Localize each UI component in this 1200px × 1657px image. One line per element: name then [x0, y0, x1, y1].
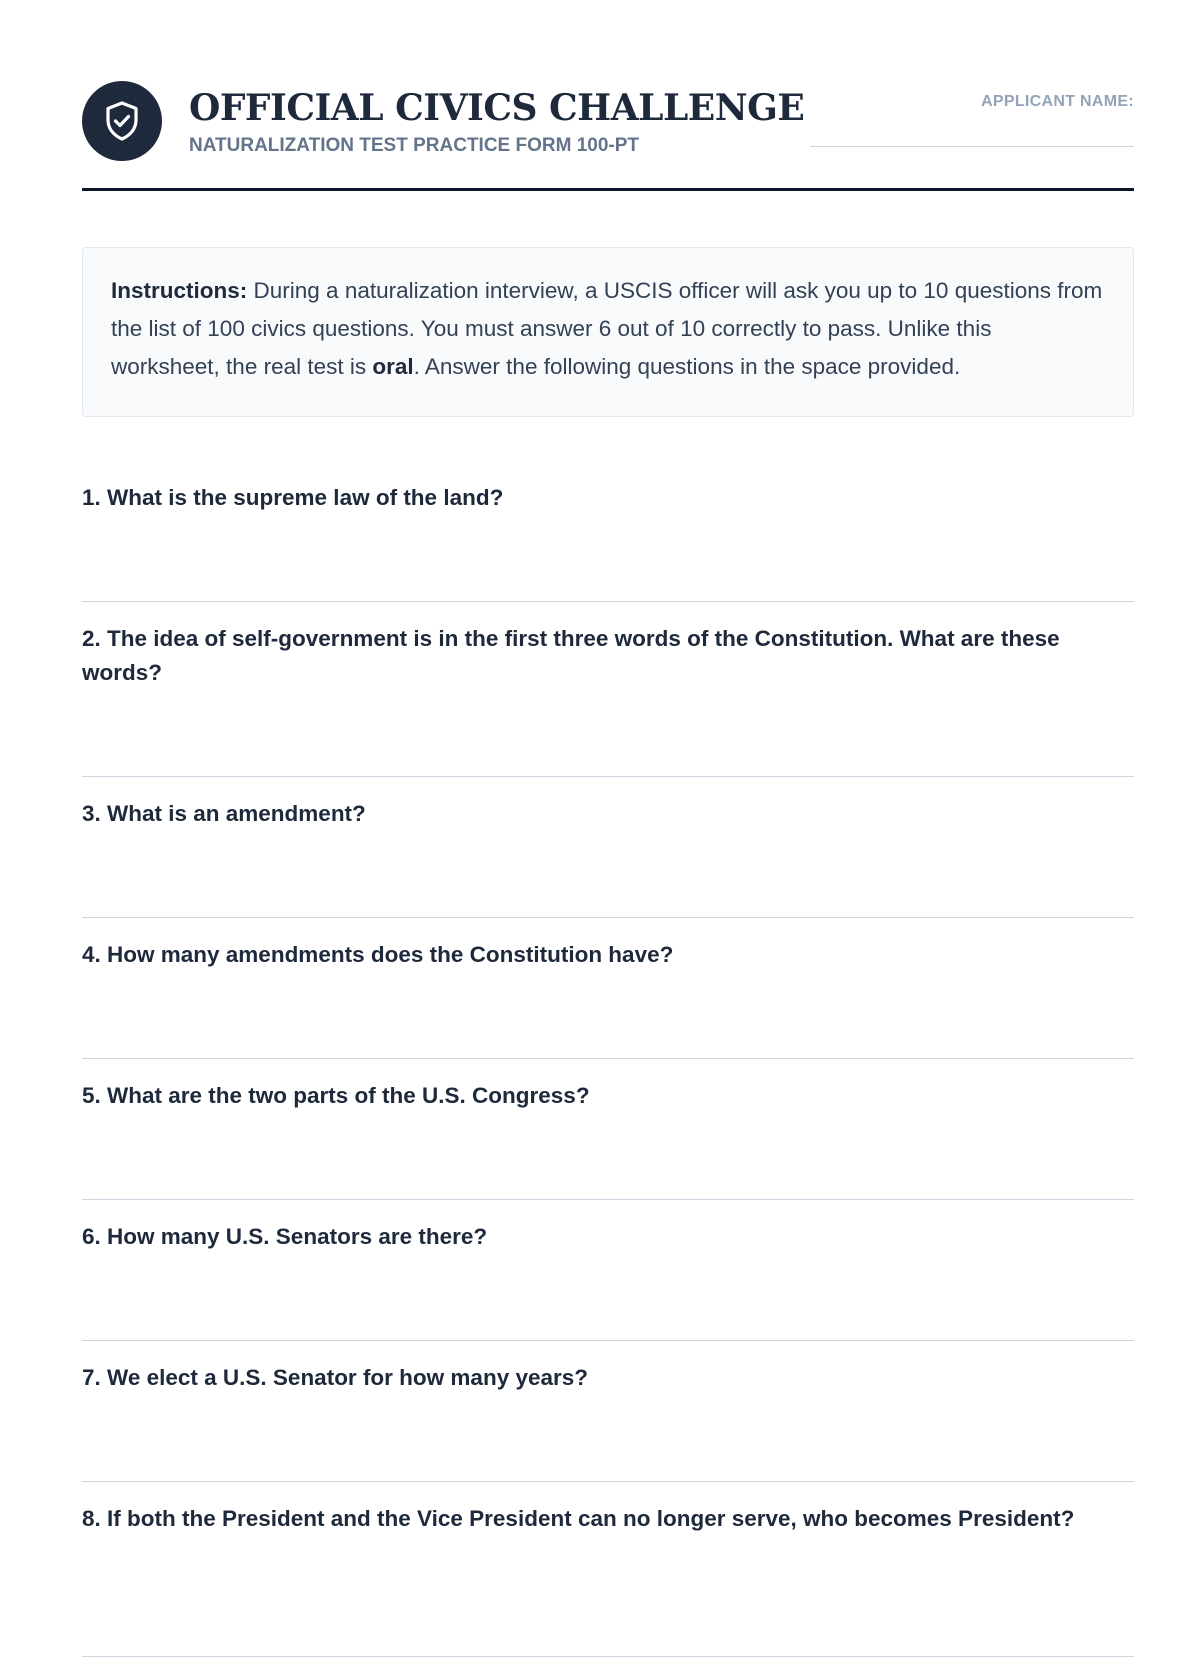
question-text: 8. If both the President and the Vice President can no longer serve, who becomes President? [82, 1506, 1075, 1531]
applicant-name-line[interactable] [810, 146, 1134, 147]
question-item[interactable] [82, 1482, 1134, 1657]
question-text: 4. How many amendments does the Constitution have? [82, 942, 674, 967]
instructions-lead: Instructions: [111, 278, 248, 303]
worksheet-page [82, 0, 1134, 1657]
page-title: OFFICIAL CIVICS CHALLENGE [189, 87, 805, 129]
answer-space[interactable] [82, 515, 1134, 555]
applicant-name-label: APPLICANT NAME: [981, 93, 1134, 110]
question-item[interactable] [82, 461, 1134, 602]
question-text: 2. The idea of self-government is in the first three words of the Constitution. What are these words? [82, 626, 1060, 685]
question-text: 7. We elect a U.S. Senator for how many years? [82, 1365, 589, 1390]
answer-space[interactable] [82, 831, 1134, 871]
question-item[interactable] [82, 1200, 1134, 1341]
question-text: 5. What are the two parts of the U.S. Congress? [82, 1083, 590, 1108]
question-item[interactable] [82, 1059, 1134, 1200]
answer-space[interactable] [82, 1113, 1134, 1153]
answer-space[interactable] [82, 972, 1134, 1012]
instructions-panel [82, 247, 1134, 417]
form-header [82, 0, 1134, 191]
question-item[interactable] [82, 777, 1134, 918]
question-item[interactable] [82, 602, 1134, 777]
answer-space[interactable] [82, 1536, 1134, 1576]
question-item[interactable] [82, 1341, 1134, 1482]
title-block [189, 84, 804, 158]
answer-space[interactable] [82, 1254, 1134, 1294]
question-text: 3. What is an amendment? [82, 801, 366, 826]
question-text: 6. How many U.S. Senators are there? [82, 1224, 488, 1249]
answer-space[interactable] [82, 690, 1134, 730]
question-list [82, 461, 1134, 1657]
instructions-text-after: . Answer the following questions in the space provided. [413, 354, 961, 379]
instructions-emphasis: oral [372, 354, 414, 379]
shield-check-icon [82, 81, 162, 161]
question-item[interactable] [82, 918, 1134, 1059]
page-subtitle: NATURALIZATION TEST PRACTICE FORM 100-PT [189, 135, 640, 156]
instructions-text-before: During a naturalization interview, a USCIS officer will ask you up to 10 questions from the list of 100 civics questions. You must answer 6 out of 10 correctly to pass. Unlike this worksheet, the real test is [111, 278, 1103, 379]
answer-space[interactable] [82, 1395, 1134, 1435]
question-text: 1. What is the supreme law of the land? [82, 485, 504, 510]
applicant-name-field[interactable] [810, 92, 1134, 147]
